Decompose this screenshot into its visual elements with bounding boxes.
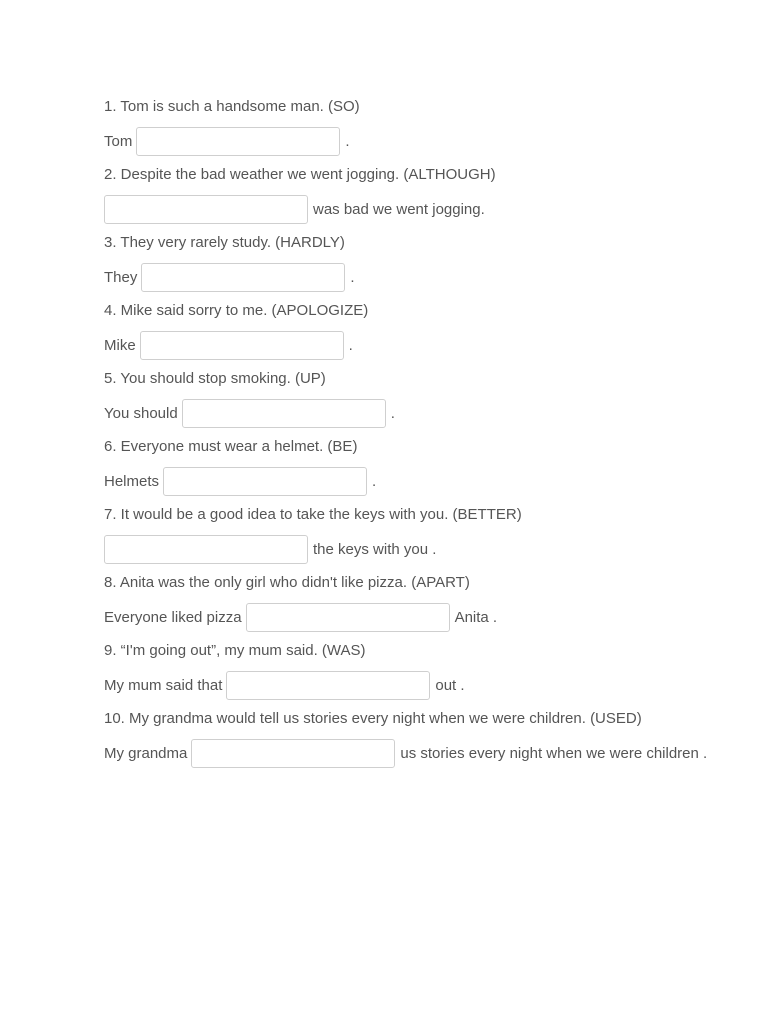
question-4 — [104, 296, 754, 362]
sentence-end: the keys with you . — [313, 540, 437, 558]
answer-input-5[interactable] — [182, 399, 386, 428]
question-prompt: 9. “I'm going out”, my mum said. (WAS) — [104, 642, 366, 659]
question-3 — [104, 228, 754, 294]
question-10 — [104, 704, 754, 770]
sentence-end: us stories every night when we were children . — [400, 744, 708, 762]
question-prompt: 7. It would be a good idea to take the keys with you. (BETTER) — [104, 506, 522, 523]
answer-input-8[interactable] — [246, 603, 450, 632]
question-6 — [104, 432, 754, 498]
answer-row — [104, 396, 754, 430]
sentence-start: You should — [104, 404, 178, 422]
answer-row — [104, 260, 754, 294]
answer-input-3[interactable] — [141, 263, 345, 292]
answer-input-6[interactable] — [163, 467, 367, 496]
question-prompt: 2. Despite the bad weather we went jogging. (ALTHOUGH) — [104, 166, 496, 183]
sentence-start: They — [104, 268, 138, 286]
answer-row — [104, 328, 754, 362]
answer-row — [104, 736, 754, 770]
sentence-end: Anita . — [454, 608, 498, 626]
answer-row — [104, 600, 754, 634]
question-prompt: 5. You should stop smoking. (UP) — [104, 370, 326, 387]
sentence-start: My mum said that — [104, 676, 223, 694]
question-prompt: 1. Tom is such a handsome man. (SO) — [104, 98, 360, 115]
question-prompt: 4. Mike said sorry to me. (APOLOGIZE) — [104, 302, 369, 319]
question-5 — [104, 364, 754, 430]
question-7 — [104, 500, 754, 566]
answer-row — [104, 532, 754, 566]
answer-row — [104, 192, 754, 226]
answer-input-1[interactable] — [136, 127, 340, 156]
question-prompt: 6. Everyone must wear a helmet. (BE) — [104, 438, 358, 455]
question-1 — [104, 92, 754, 158]
sentence-end: . — [350, 268, 355, 286]
question-prompt: 10. My grandma would tell us stories every night when we were children. (USED) — [104, 710, 642, 727]
answer-input-4[interactable] — [140, 331, 344, 360]
question-2 — [104, 160, 754, 226]
sentence-end: . — [345, 132, 350, 150]
worksheet — [104, 90, 754, 770]
sentence-start: Everyone liked pizza — [104, 608, 242, 626]
sentence-end: . — [348, 336, 353, 354]
sentence-start: Helmets — [104, 472, 160, 490]
answer-row — [104, 124, 754, 158]
answer-input-10[interactable] — [191, 739, 395, 768]
answer-input-9[interactable] — [226, 671, 430, 700]
question-8 — [104, 568, 754, 634]
answer-input-7[interactable] — [104, 535, 308, 564]
question-prompt: 8. Anita was the only girl who didn't like pizza. (APART) — [104, 574, 470, 591]
question-9 — [104, 636, 754, 702]
sentence-end: was bad we went jogging. — [313, 200, 485, 218]
sentence-end: . — [390, 404, 395, 422]
sentence-start: Mike — [104, 336, 136, 354]
question-prompt: 3. They very rarely study. (HARDLY) — [104, 234, 345, 251]
sentence-start: My grandma — [104, 744, 188, 762]
sentence-end: out . — [435, 676, 465, 694]
sentence-start: Tom — [104, 132, 133, 150]
answer-input-2[interactable] — [104, 195, 308, 224]
answer-row — [104, 464, 754, 498]
answer-row — [104, 668, 754, 702]
sentence-end: . — [372, 472, 377, 490]
